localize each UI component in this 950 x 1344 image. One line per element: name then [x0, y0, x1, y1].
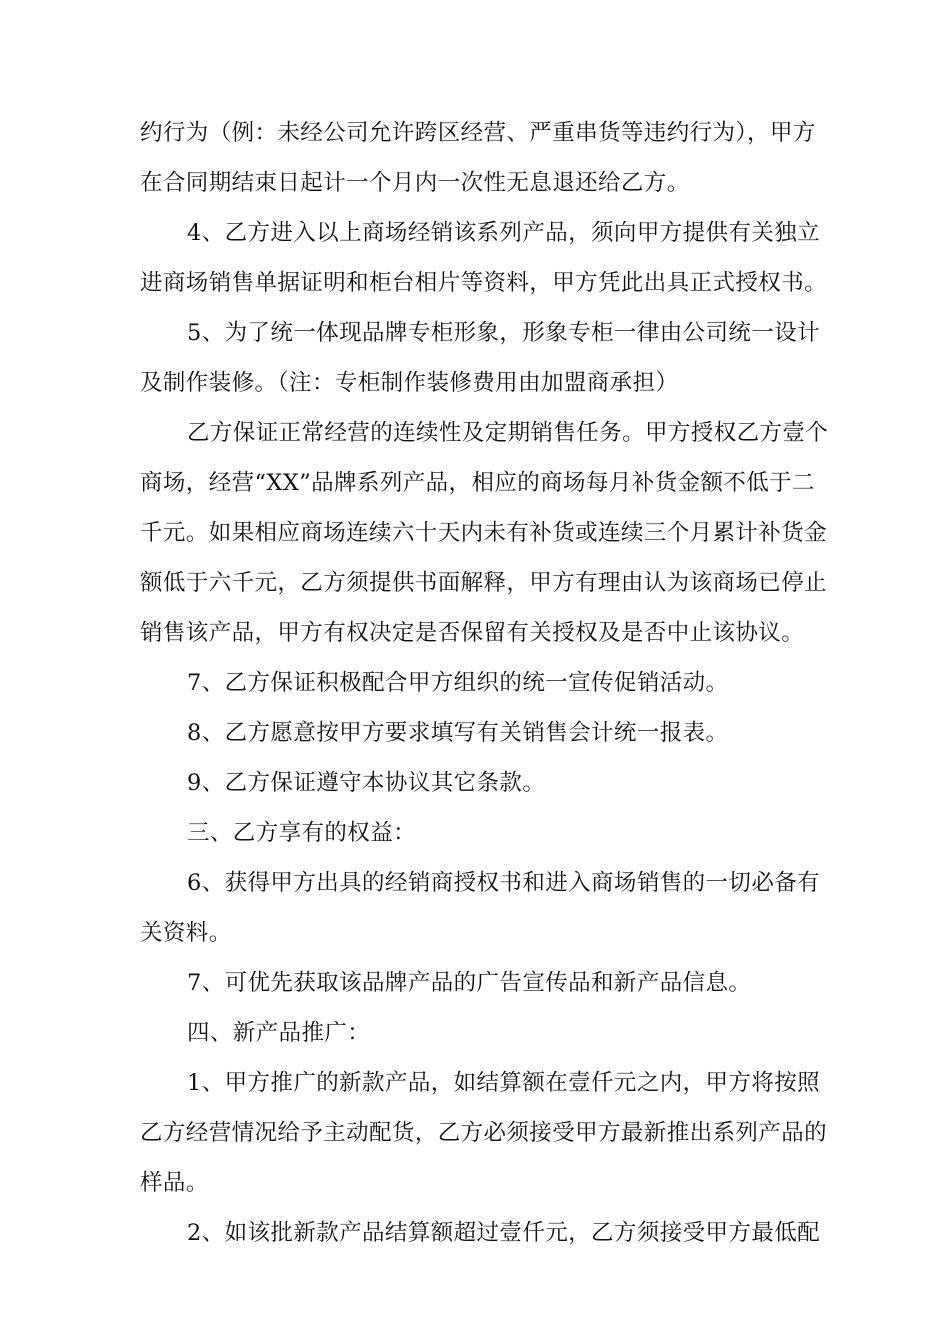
text-line: 4、乙方进入以上商场经销该系列产品，须向甲方提供有关独立 [187, 220, 821, 246]
text-line: 千元。如果相应商场连续六十天内未有补货或连续三个月累计补货金 [140, 520, 828, 546]
text-line: 样品。 [140, 1170, 209, 1196]
text-line: 7、可优先获取该品牌产品的广告宣传品和新产品信息。 [187, 970, 752, 996]
text-line: 乙方保证正常经营的连续性及定期销售任务。甲方授权乙方壹个 [187, 420, 829, 446]
text-line: 及制作装修。（注：专柜制作装修费用由加盟商承担） [140, 370, 679, 396]
text-line: 1、甲方推广的新款产品，如结算额在壹仟元之内，甲方将按照 [187, 1070, 821, 1096]
text-line: 进商场销售单据证明和柜台相片等资料，甲方凭此出具正式授权书。 [140, 270, 828, 296]
text-line: 7、乙方保证积极配合甲方组织的统一宣传促销活动。 [187, 670, 729, 696]
text-line: 在合同期结束日起计一个月内一次性无息退还给乙方。 [140, 170, 690, 196]
text-line: 6、获得甲方出具的经销商授权书和进入商场销售的一切必备有 [187, 870, 821, 896]
section-heading: 四、新产品推广： [187, 1020, 371, 1046]
text-line: 额低于六千元，乙方须提供书面解释，甲方有理由认为该商场已停止 [140, 570, 828, 596]
text-line: 8、乙方愿意按甲方要求填写有关销售会计统一报表。 [187, 720, 729, 746]
text-line: 销售该产品，甲方有权决定是否保留有关授权及是否中止该协议。 [140, 620, 805, 646]
text-line: 约行为（例：未经公司允许跨区经营、严重串货等违约行为），甲方 [140, 120, 816, 146]
text-line: 2、如该批新款产品结算额超过壹仟元，乙方须接受甲方最低配 [187, 1220, 821, 1246]
text-line: 商场，经营“XX”品牌系列产品，相应的商场每月补货金额不低于二 [140, 470, 815, 496]
section-heading: 三、乙方享有的权益： [187, 820, 417, 846]
text-line: 5、为了统一体现品牌专柜形象，形象专柜一律由公司统一设计 [187, 320, 821, 346]
text-line: 9、乙方保证遵守本协议其它条款。 [187, 770, 546, 796]
text-line: 关资料。 [140, 920, 232, 946]
text-line: 乙方经营情况给予主动配货，乙方必须接受甲方最新推出系列产品的 [140, 1120, 828, 1146]
